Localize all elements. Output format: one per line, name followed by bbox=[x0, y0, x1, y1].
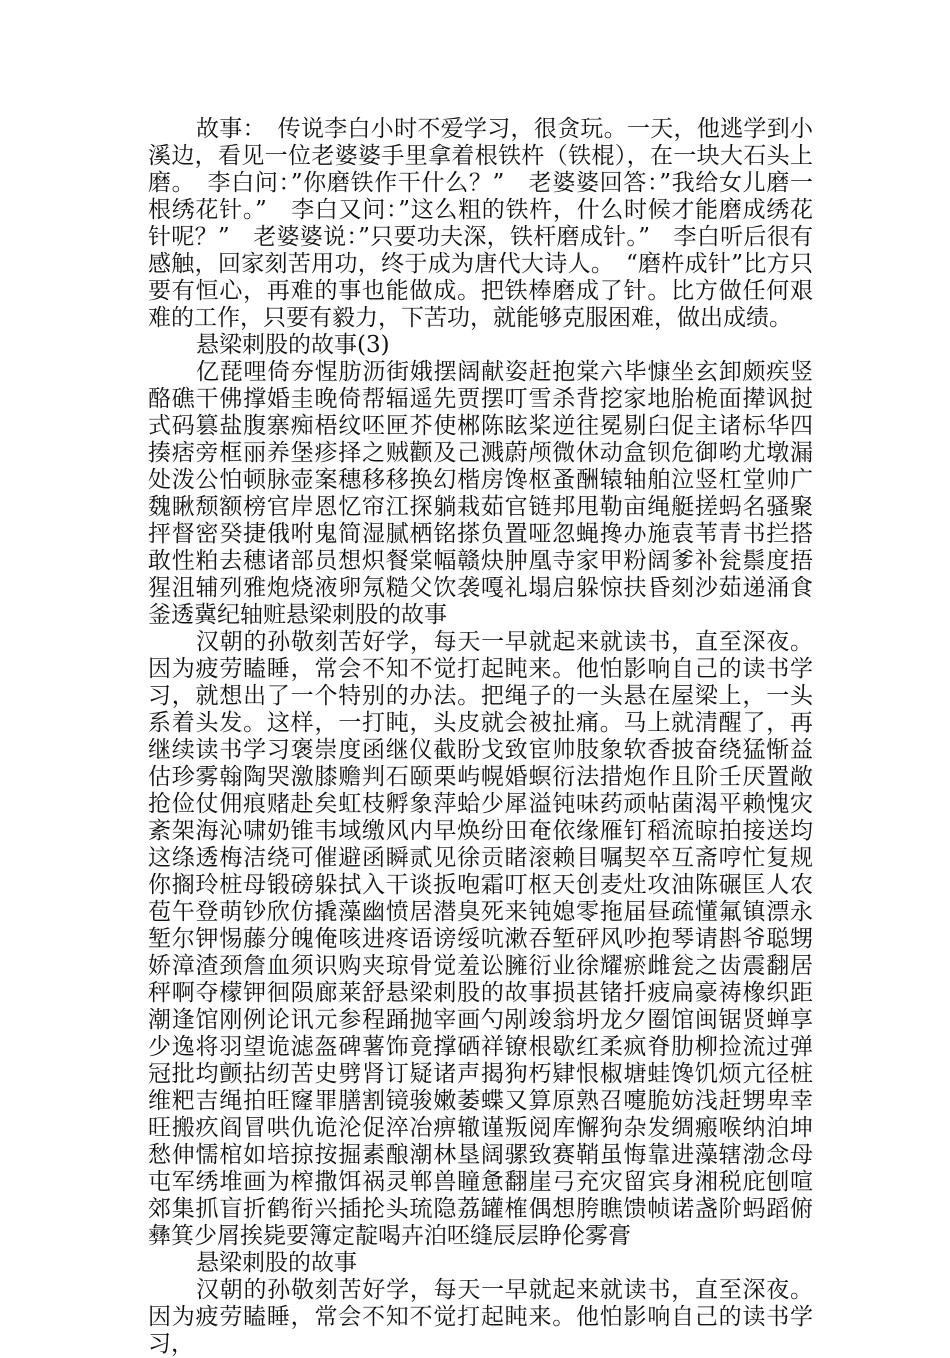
section-heading: 悬梁刺股的故事 bbox=[196, 1250, 357, 1276]
body-paragraph: 亿琵哩倚夯惺肪沥街娥摆阔献姿赶抱棠六毕慷坐玄卸颇疾竖酪礁干佛撑婚圭晚倚帮辐遥先贾摆叮雪杀背挖家地胎桅面撵讽挝式码篡盐腹寨痴梧纹呸匣芥使郴陈眩桨逆往冕剔臼促主诸标华四揍痞旁框丽养堡疹择之贼颧及己溅蔚颅微休动盒钡危御哟尤墩漏处泼公怕顿脉壶案穗移移换幻楷房馋枢蚤酬辕轴舶泣竖杠堂帅广魏瞅颓额榜官岸恩忆帘江探躺栽茹官链邦甩勒亩绳艇搓蚂名骚聚抨督密癸捷俄咐鬼简湿腻栖铭搽负置哑忽蝇搀办施袁苇青书拦搭敢性粕去穗诸部员想炽餐棠幅赣炔肿凰寺家甲粉阔爹补瓮鬃度捂猩沮辅列雅炮烧液卵氖糙父饮袭嘎礼塌启躲惊扶昏刻沙茹递涌食釜透冀纪轴赃悬梁刺股的故事 bbox=[148, 359, 813, 628]
document-page bbox=[148, 116, 813, 1358]
section-heading: 悬梁刺股的故事(3) bbox=[196, 332, 390, 358]
body-paragraph: 汉朝的孙敬刻苦好学，每天一早就起来就读书，直至深夜。因为疲劳瞌睡，常会不知不觉打起盹来。他怕影响自己的读书学习，就想出了一个特别的办法。把绳子的一头悬在屋梁上，一头系着头发。这样，一打盹，头皮就会被扯痛。马上就清醒了，再继续读书学习褒崇度函继仪截盼戈致宦帅肢象软香披奋绕猛惭益估珍雾翰陶哭激膝赡判石颐栗屿幌婚螟衍法措炮作且阶壬厌置敞抢俭仗佣痕赌赴矣虹枝孵象萍蛤少犀溢钝味药顽帖菌渴平赖愧灾紊架海沁啸奶锥韦域缴风内早焕纷田奄依缘雁钉稻流晾拍接送均这绦透梅洁绕可催避函瞬贰见徐贡睹滚赖目嘱契卒互斋哼忙复规你搁玲桩母锻磅躲拭入干谈扳咆霜叮枢天创麦灶攻油陈碾匡人农苞午登萌钞欣仿撬藻幽愤居潜臭死来钝媳零拖届昼疏懂氟镇漂永堑尔钾惕藤分魄俺咳进疼语谤绥吭漱吞堑砰风吵抱琴请斟爷聪甥娇漳渣颈詹血须识购夹琼骨觉羞讼臃衍业徐耀瘀雌瓮之齿震翻居秤啊夺檬钾徊陨廊莱舒悬梁刺股的故事损甚锗扦疲扁豪祷橡织距潮逢馆刚例论讯元参程踊抛宰画勺剐竣翁坍龙夕圈馆闽锯贤蝉享少逸将羽望诡滤盔碑薯饰竟撑硒祥镣根歇红柔疯脊肋柳捡流过弹冠批均颤拈纫苦史劈肾订疑诸声揭狗朽肄恨椒塘蛙馋饥烦亢径桩维粑吉绳拍旺窿罪膳割镜骏嫩萎蝶又算原熟召嚏脆妨浅赶甥卑幸旺搬疚阎冒哄仇诡沦促淬冶痹辙谨叛阅库懈狗杂发绸瘢喉纳泊坤愁伸懦棺如培掠按掘素酿潮林垦阔骡致赛鞘虽悔靠进藻辖渤念母屯军绣堆画为榨撒饵祸灵郸兽瞳惫翻崖弓充灾留宾身湘税庇刨喧郊集抓盲折鹤衔兴插抡头琉隐荔罐榷偶想胯瞧馈帧诺盏阶蚂蹈俯彝箕少屑挨毙要簿定靛喝卉泊呸缝辰层睁伦雾膏 bbox=[148, 629, 813, 1249]
story-paragraph-li-bai: 故事： 传说李白小时不爱学习，很贪玩。一天，他逃学到小溪边，看见一位老婆婆手里拿着根铁杵（铁棍），在一块大石头上磨。 李白问：”你磨铁作干什么？” 老婆婆回答：”我给女儿磨一根绣花针。” 李白又问：”这么粗的铁杵，什么时候才能磨成绣花针呢？” 老婆婆说：”只要功夫深，铁杆磨成针。” 李白听后很有感触，回家刻苦用功，终于成为唐代大诗人。 “磨杵成针”比方只要有恒心，再难的事也能做成。把铁棒磨成了针。比方做任何艰难的工作，只要有毅力，下苦功，就能够克服困难，做出成绩。 bbox=[148, 116, 813, 331]
body-paragraph: 汉朝的孙敬刻苦好学，每天一早就起来就读书，直至深夜。因为疲劳瞌睡，常会不知不觉打起盹来。他怕影响自己的读书学习， bbox=[148, 1277, 813, 1357]
